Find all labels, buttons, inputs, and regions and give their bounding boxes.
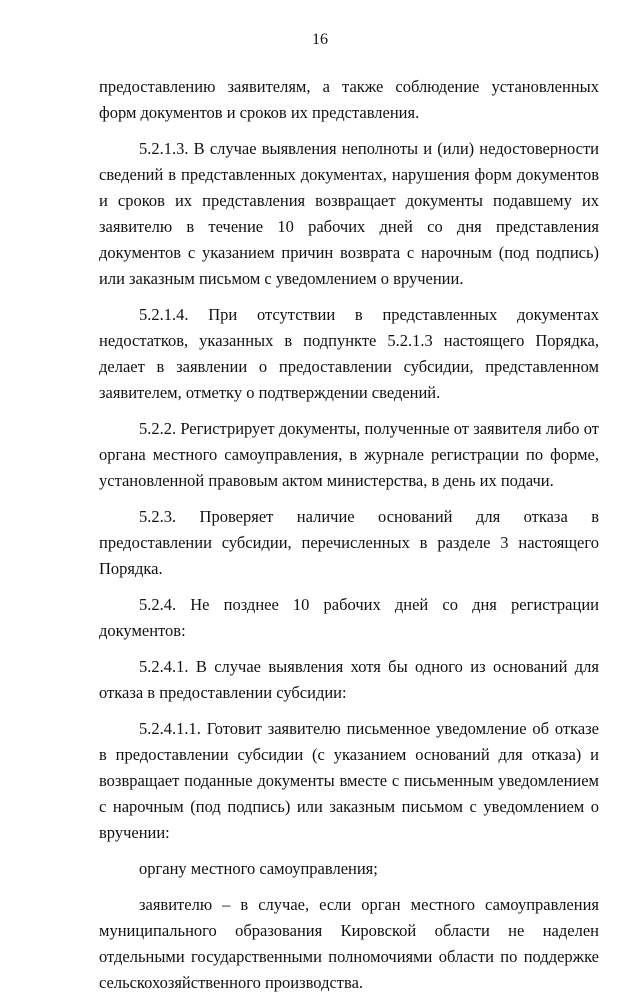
paragraph-5-2-2: 5.2.2. Регистрирует документы, полученные от заявителя либо от органа местного самоуправления, в журнале регистрации по форме, установленной правовым актом министерства, в день их подачи. (99, 419, 599, 490)
paragraph-5-2-4: 5.2.4. Не позднее 10 рабочих дней со дня регистрации документов: (99, 595, 599, 640)
paragraph-5-2-4-1-1: 5.2.4.1.1. Готовит заявителю письменное уведомление об отказе в предоставлении субсидии (с указанием оснований для отказа) и возвращает поданные документы вместе с письменным уведомлением с нарочным (под подпись) или заказным письмом с уведомлением о вручении: (99, 719, 599, 842)
paragraph-continuation: предоставлению заявителям, а также соблюдение установленных форм документов и сроков их представления. (99, 77, 599, 122)
paragraph-applicant: заявителю – в случае, если орган местного самоуправления муниципального образования Кировской области не наделен отдельными государственными полномочиями области по поддержке сельскохозяйственного производства. (99, 895, 599, 992)
page-number: 16 (312, 31, 328, 48)
document-body (99, 74, 599, 996)
paragraph-5-2-1-4: 5.2.1.4. При отсутствии в представленных документах недостатков, указанных в подпункте 5.2.1.3 настоящего Порядка, делает в заявлении о предоставлении субсидии, представленном заявителем, отметку о подтверждении сведений. (99, 305, 599, 402)
paragraph-5-2-3: 5.2.3. Проверяет наличие оснований для отказа в предоставлении субсидии, перечисленных в разделе 3 настоящего Порядка. (99, 507, 599, 578)
paragraph-5-2-1-3: 5.2.1.3. В случае выявления неполноты и (или) недостоверности сведений в представленных документах, нарушения форм документов и сроков их представления возвращает документы подавшему их заявителю в течение 10 рабочих дней со дня представления документов с указанием причин возврата с нарочным (под подпись) или заказным письмом с уведомлением о вручении. (99, 139, 599, 288)
paragraph-5-2-4-1: 5.2.4.1. В случае выявления хотя бы одного из оснований для отказа в предоставлении субсидии: (99, 657, 599, 702)
paragraph-local-government: органу местного самоуправления; (139, 859, 378, 878)
